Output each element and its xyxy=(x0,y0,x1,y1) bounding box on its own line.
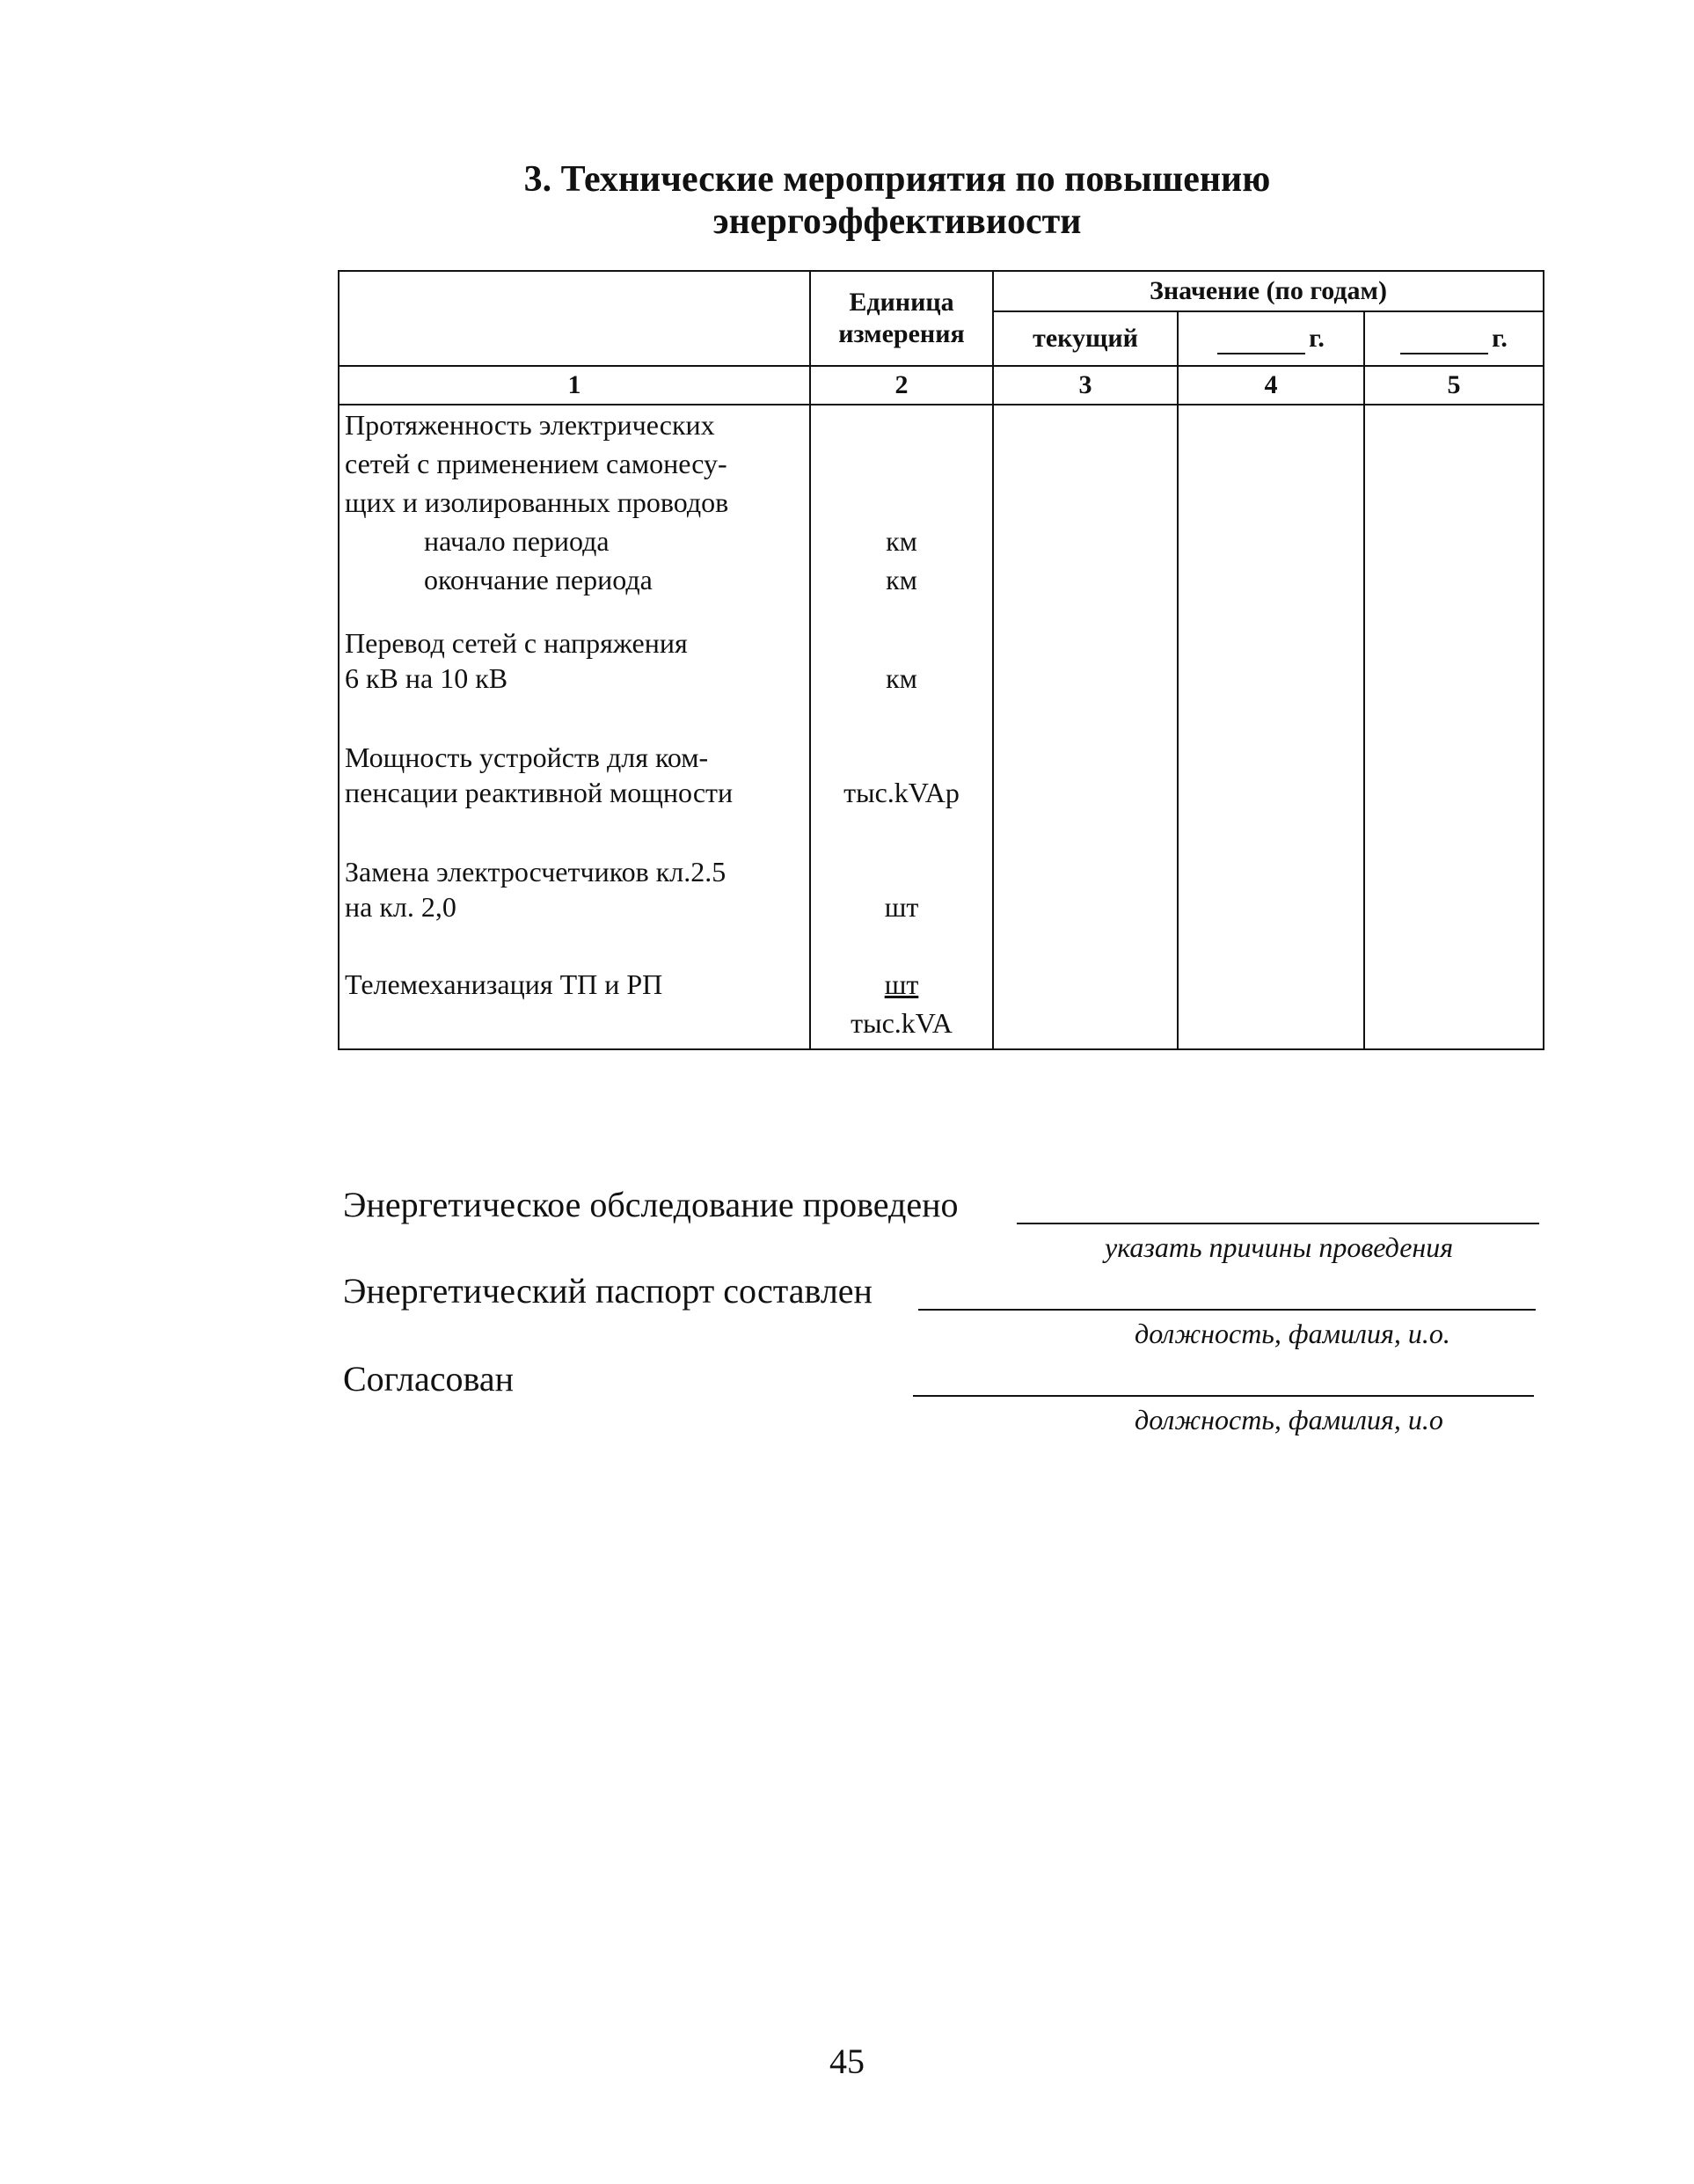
header-unit-cell xyxy=(810,271,993,366)
row-3-unit: тыс.kVAp xyxy=(843,777,960,808)
year-2-value-cell xyxy=(1364,405,1544,1049)
row-1-line-2: сетей с применением самонесу- xyxy=(345,448,727,479)
header-name-cell xyxy=(339,271,810,366)
header-year-2 xyxy=(1364,311,1544,366)
row-4-line-2: на кл. 2,0 xyxy=(345,891,456,923)
col-number-4: 4 xyxy=(1178,366,1364,405)
row-5-line-1: Телемеханизация ТП и РП xyxy=(345,968,663,1000)
row-3-line-1: Мощность устройств для ком- xyxy=(345,741,709,773)
title-line-1: 3. Технические мероприятия по повышению xyxy=(523,159,1271,200)
current-value-cell xyxy=(993,405,1178,1049)
table-body-row xyxy=(339,405,1544,1049)
row-1-line-1: Протяженность электрических xyxy=(345,409,715,441)
measures-table xyxy=(338,270,1544,1050)
agreed-label: Согласован xyxy=(343,1359,515,1399)
row-1-unit-1: км xyxy=(886,525,917,557)
col-number-1: 1 xyxy=(339,366,810,405)
passport-hint: должность, фамилия, и.о. xyxy=(1135,1318,1450,1349)
year-1-value-cell xyxy=(1178,405,1364,1049)
survey-signature-line xyxy=(1017,1223,1539,1224)
row-1-sub-2: окончание периода xyxy=(424,564,653,595)
passport-signature-line xyxy=(918,1309,1536,1311)
row-5-unit-1: шт xyxy=(884,968,919,1000)
agreed-signature-line xyxy=(913,1395,1534,1397)
header-year-2-suffix: г. xyxy=(1492,324,1508,353)
header-year-1 xyxy=(1178,311,1364,366)
row-1-sub-1: начало периода xyxy=(424,525,610,557)
year-2-blank xyxy=(1400,330,1488,354)
page-number: 45 xyxy=(829,2042,865,2081)
row-1-line-3: щих и изолированных проводов xyxy=(345,486,729,518)
row-5-unit-2: тыс.kVA xyxy=(851,1007,953,1039)
col-number-2: 2 xyxy=(810,366,993,405)
col-number-3: 3 xyxy=(993,366,1178,405)
header-unit-line-2: измерения xyxy=(838,319,965,348)
row-2-line-1: Перевод сетей с напряжения xyxy=(345,627,688,659)
units-cell xyxy=(810,405,993,1049)
header-row-1 xyxy=(339,271,1544,311)
header-values-title: Значение (по годам) xyxy=(993,271,1544,311)
measures-names-cell xyxy=(339,405,810,1049)
row-2-line-2: 6 кВ на 10 кВ xyxy=(345,662,508,694)
passport-label: Энергетический паспорт составлен xyxy=(343,1271,873,1311)
page-title xyxy=(334,158,1460,243)
row-2-unit: км xyxy=(886,662,917,694)
year-1-blank xyxy=(1217,330,1305,354)
row-4-unit: шт xyxy=(884,891,919,923)
survey-label: Энергетическое обследование проведено xyxy=(343,1185,959,1224)
survey-hint: указать причины проведения xyxy=(1105,1231,1454,1263)
header-unit-line-1: Единица xyxy=(849,288,954,317)
header-current: текущий xyxy=(993,311,1178,366)
row-4-line-1: Замена электросчетчиков кл.2.5 xyxy=(345,856,727,887)
column-number-row xyxy=(339,366,1544,405)
agreed-hint: должность, фамилия, и.о xyxy=(1135,1404,1443,1435)
row-3-line-2: пенсации реактивной мощности xyxy=(345,777,734,808)
row-1-unit-2: км xyxy=(886,564,917,595)
header-year-1-suffix: г. xyxy=(1309,324,1325,353)
title-line-2: энергоэффективиости xyxy=(712,201,1082,242)
col-number-5: 5 xyxy=(1364,366,1544,405)
